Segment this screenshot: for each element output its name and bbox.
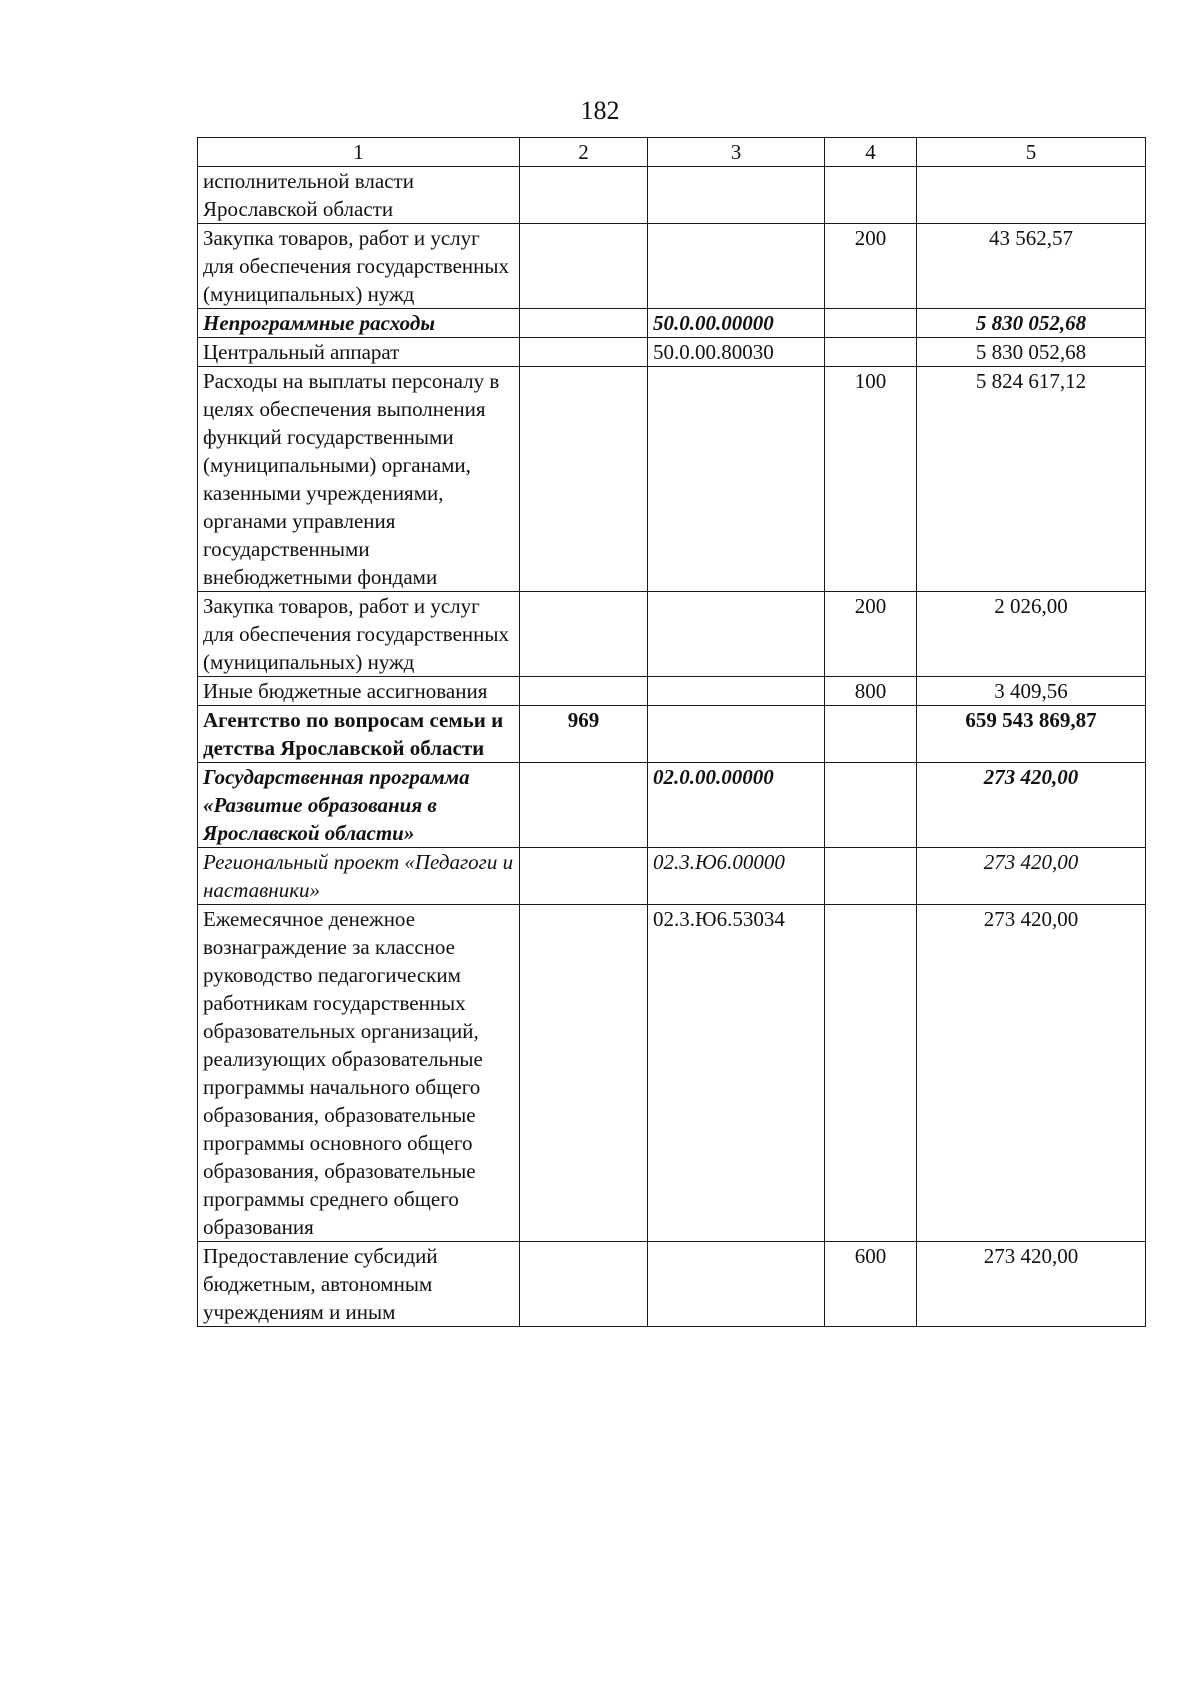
table-row (198, 905, 1146, 1242)
row-ved-code (520, 592, 648, 677)
row-vr-code: 200 (825, 224, 917, 309)
row-csr-code (648, 592, 825, 677)
row-amount (917, 167, 1146, 224)
table-row (198, 763, 1146, 848)
table-row (198, 1242, 1146, 1327)
row-vr-code (825, 905, 917, 1242)
row-amount: 2 026,00 (917, 592, 1146, 677)
row-csr-code (648, 1242, 825, 1327)
row-csr-code (648, 224, 825, 309)
row-name: Государственная программа «Развитие образования в Ярославской области» (198, 763, 520, 848)
page-number: 182 (580, 96, 620, 125)
row-ved-code (520, 677, 648, 706)
budget-table (197, 137, 1146, 1327)
row-csr-code (648, 677, 825, 706)
row-ved-code (520, 367, 648, 592)
row-vr-code: 200 (825, 592, 917, 677)
row-name: Иные бюджетные ассигнования (198, 677, 520, 706)
row-ved-code (520, 224, 648, 309)
table-body (198, 167, 1146, 1327)
row-amount: 273 420,00 (917, 1242, 1146, 1327)
row-ved-code (520, 848, 648, 905)
table-row (198, 338, 1146, 367)
row-vr-code: 600 (825, 1242, 917, 1327)
row-name: Расходы на выплаты персоналу в целях обеспечения выполнения функций государственными (муниципальными) органами, казенными учреждениями, органами управления государственными внебюджетными фондами (198, 367, 520, 592)
row-ved-code (520, 338, 648, 367)
row-vr-code (825, 338, 917, 367)
row-ved-code (520, 1242, 648, 1327)
row-ved-code (520, 167, 648, 224)
row-amount: 273 420,00 (917, 763, 1146, 848)
table-row (198, 224, 1146, 309)
table-row (198, 706, 1146, 763)
row-csr-code (648, 167, 825, 224)
row-ved-code (520, 905, 648, 1242)
row-csr-code: 02.3.Ю6.53034 (648, 905, 825, 1242)
row-vr-code (825, 763, 917, 848)
table-row (198, 677, 1146, 706)
row-amount: 273 420,00 (917, 905, 1146, 1242)
column-header-2: 2 (520, 138, 648, 167)
row-vr-code (825, 167, 917, 224)
row-csr-code (648, 706, 825, 763)
row-csr-code (648, 367, 825, 592)
row-name: исполнительной власти Ярославской области (198, 167, 520, 224)
row-amount: 5 830 052,68 (917, 338, 1146, 367)
table-row (198, 848, 1146, 905)
row-name: Непрограммные расходы (198, 309, 520, 338)
column-header-4: 4 (825, 138, 917, 167)
column-header-1: 1 (198, 138, 520, 167)
row-vr-code: 800 (825, 677, 917, 706)
row-amount: 273 420,00 (917, 848, 1146, 905)
row-csr-code: 50.0.00.80030 (648, 338, 825, 367)
row-amount: 5 824 617,12 (917, 367, 1146, 592)
row-amount: 5 830 052,68 (917, 309, 1146, 338)
row-name: Региональный проект «Педагоги и наставники» (198, 848, 520, 905)
row-vr-code: 100 (825, 367, 917, 592)
table-row (198, 309, 1146, 338)
row-amount: 3 409,56 (917, 677, 1146, 706)
table-row (198, 367, 1146, 592)
row-vr-code (825, 848, 917, 905)
row-ved-code (520, 309, 648, 338)
row-name: Ежемесячное денежное вознаграждение за классное руководство педагогическим работникам государственных образовательных организаций, реализующих образовательные программы начального общего образования, образовательные программы основного общего образования, образовательные программы среднего общего образования (198, 905, 520, 1242)
column-header-5: 5 (917, 138, 1146, 167)
row-name: Предоставление субсидий бюджетным, автономным учреждениям и иным (198, 1242, 520, 1327)
row-name: Закупка товаров, работ и услуг для обеспечения государственных (муниципальных) нужд (198, 592, 520, 677)
row-vr-code (825, 706, 917, 763)
table-row (198, 592, 1146, 677)
row-name: Закупка товаров, работ и услуг для обеспечения государственных (муниципальных) нужд (198, 224, 520, 309)
row-ved-code (520, 763, 648, 848)
row-name: Центральный аппарат (198, 338, 520, 367)
row-amount: 43 562,57 (917, 224, 1146, 309)
row-csr-code: 02.0.00.00000 (648, 763, 825, 848)
row-vr-code (825, 309, 917, 338)
row-name: Агентство по вопросам семьи и детства Ярославской области (198, 706, 520, 763)
row-csr-code: 02.3.Ю6.00000 (648, 848, 825, 905)
row-csr-code: 50.0.00.00000 (648, 309, 825, 338)
table-header-row (198, 138, 1146, 167)
row-ved-code: 969 (520, 706, 648, 763)
table-row (198, 167, 1146, 224)
column-header-3: 3 (648, 138, 825, 167)
row-amount: 659 543 869,87 (917, 706, 1146, 763)
